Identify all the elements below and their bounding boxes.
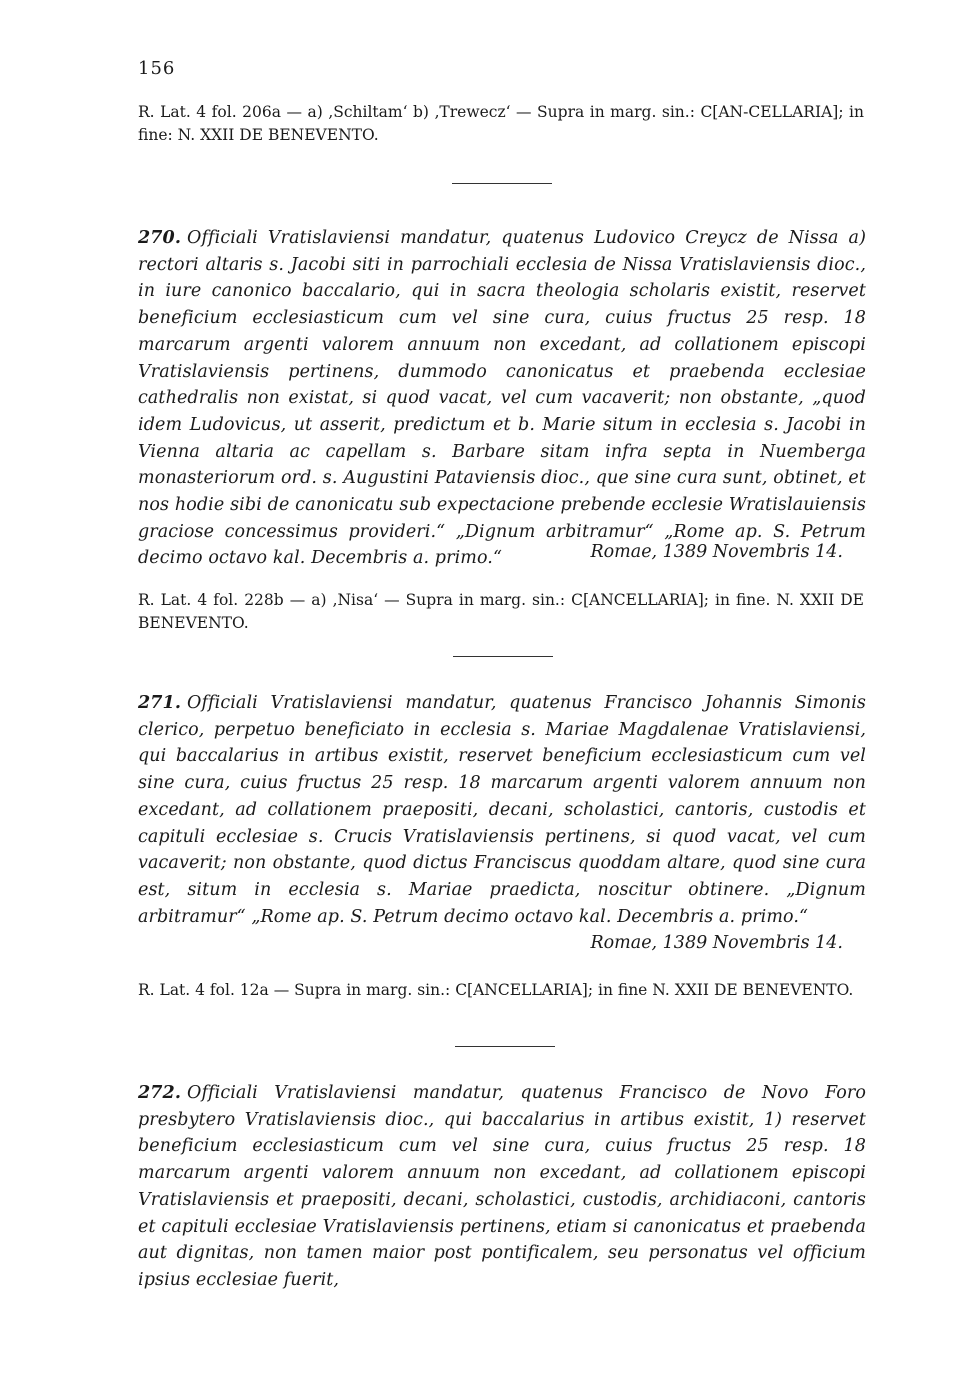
entry-270-date: Romae, 1389 Novembris 14. [590, 542, 843, 562]
separator-rule [452, 183, 552, 184]
separator-rule [453, 656, 553, 657]
entry-272 [138, 1080, 866, 1294]
entry-270-footnote: R. Lat. 4 fol. 228b — a) ‚Nisa‘ — Supra in marg. sin.: C[ANCELLARIA]; in fine. N. XXII DE BENEVENTO. [138, 591, 864, 632]
top-footnote: R. Lat. 4 fol. 206a — a) ‚Schiltam‘ b) ‚Trewecz‘ — Supra in marg. sin.: C[AN-CELLARIA]; in fine: N. XXII DE BENEVENTO. [138, 103, 864, 144]
entry-271 [138, 690, 866, 930]
entry-text: Officiali Vratislaviensi mandatur, quatenus Francisco de Novo Foro presbytero Vratislaviensis dioc., qui baccalarius in artibus existit, 1) reservet beneficium ecclesiasticum cum vel sine cura, cuius fructus 25 resp. 18 marcarum argenti valorem annuum non excedant, ad collationem episcopi Vratislaviensis et praepositi, decani, scholastici, custodis, archidiaconi, cantoris et capituli ecclesiae Vratislaviensis pertinens, etiam si canonicatus et praebenda aut dignitas, non tamen maior post pontificalem, seu personatus vel officium ipsius ecclesiae fuerit, [138, 1083, 866, 1290]
page-number: 156 [138, 58, 176, 79]
entry-271-footnote: R. Lat. 4 fol. 12a — Supra in marg. sin.: C[ANCELLARIA]; in fine N. XXII DE BENEVENTO. [138, 981, 854, 999]
entry-text: Officiali Vratislaviensi mandatur, quatenus Ludovico Creycz de Nissa a) rectori altaris s. Jacobi siti in parrochiali ecclesia de Nissa Vratislaviensis dioc., in iure canonico baccalario, qui in sacra theologia scholaris existit, reservet beneficium ecclesiasticum cum vel sine cura, cuius fructus 25 resp. 18 marcarum argenti valorem annuum non excedant, ad collationem episcopi Vratislaviensis pertinens, dummodo canonicatus et praebenda ecclesiae cathedralis non existat, si quod vacat, vel cum vacaverit; non obstante, „quod idem Ludovicus, ut asserit, predictum et b. Marie situm in ecclesia s. Jacobi in Vienna altaria ac capellam s. Barbare sitam infra septa in Nuemberga monasteriorum ord. s. Augustini Pataviensis dioc., que sine cura sunt, obtinet, et nos hodie sibi de canonicatu sub expectacione prebende ecclesie Wratislauiensis graciose concessimus provideri.“ „Dignum arbitramur“ „Rome ap. S. Petrum decimo octavo kal. Decembris a. primo.“ [138, 228, 866, 569]
entry-text: Officiali Vratislaviensi mandatur, quatenus Francisco Johannis Simonis clerico, perpetuo beneficiato in ecclesia s. Mariae Magdalenae Vratislaviensi, qui baccalarius in artibus existit, reservet beneficium ecclesiasticum cum vel sine cura, cuius fructus 25 resp. 18 marcarum argenti valorem annuum non excedant, ad collationem praepositi, decani, scholastici, cantoris, custodis et capituli ecclesiae s. Crucis Vratislaviensis pertinens, si quod vacat, vel cum vacaverit; non obstante, quod dictus Franciscus quoddam altare, quod sine cura est, situm in ecclesia s. Mariae praedicta, noscitur obtinere. „Dignum arbitramur“ „Rome ap. S. Petrum decimo octavo kal. Decembris a. primo.“ [138, 693, 866, 927]
entry-271-date: Romae, 1389 Novembris 14. [590, 933, 843, 953]
entry-270 [138, 225, 866, 572]
entry-number: 271. [138, 693, 182, 713]
separator-rule [455, 1046, 555, 1047]
entry-number: 272. [138, 1083, 182, 1103]
entry-number: 270. [138, 228, 182, 248]
